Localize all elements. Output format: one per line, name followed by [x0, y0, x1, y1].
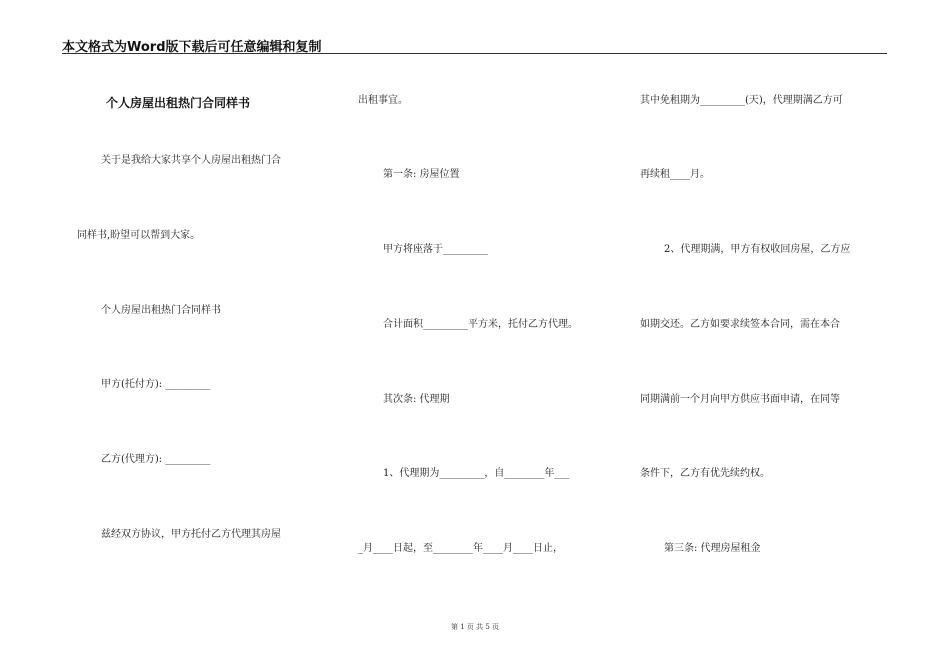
col2-line-5: 其次条: 代理期 [383, 394, 450, 405]
col2-line-1: 出租事宜。 [358, 95, 408, 106]
document-title: 个人房屋出租热门合同样书 [106, 96, 251, 110]
col1-line-3: 个人房屋出租热门合同样书 [101, 305, 221, 316]
col1-line-5: 乙方(代理方): _________ [101, 454, 211, 465]
col2-line-2: 第一条: 房屋位置 [383, 169, 460, 180]
col3-line-5: 同期满前一个月向甲方供应书面申请，在同等 [640, 394, 840, 405]
header-divider [62, 53, 887, 54]
col2-line-4: 合计面积_________平方米，托付乙方代理。 [383, 319, 578, 330]
col3-line-3: 2、代理期满，甲方有权收回房屋，乙方应 [664, 244, 851, 255]
col1-line-6: 兹经双方协议，甲方托付乙方代理其房屋 [101, 529, 281, 540]
page-footer: 第 1 页 共 5 页 [450, 623, 500, 631]
col3-line-4: 如期交还。乙方如要求续签本合同，需在本合 [640, 319, 840, 330]
col1-line-2: 同样书,盼望可以帮到大家。 [77, 230, 201, 241]
col2-line-7: _月____日起，至________年____月____日止， [358, 543, 563, 554]
col2-line-6: 1、代理期为_________，自________年___ [383, 468, 570, 479]
col3-line-2: 再续租____月。 [640, 169, 710, 180]
col3-line-1: 其中免租期为_________(天)，代理期满乙方可 [640, 95, 843, 106]
col1-line-4: 甲方(托付方): _________ [101, 379, 211, 390]
col3-line-7: 第三条: 代理房屋租金 [664, 543, 761, 554]
col3-line-6: 条件下，乙方有优先续约权。 [640, 468, 770, 479]
document-header: 本文格式为Word版下载后可任意编辑和复制 [62, 40, 322, 55]
col1-line-1: 关于是我给大家共享个人房屋出租热门合 [101, 155, 281, 166]
col2-line-3: 甲方将座落于_________ [383, 244, 488, 255]
